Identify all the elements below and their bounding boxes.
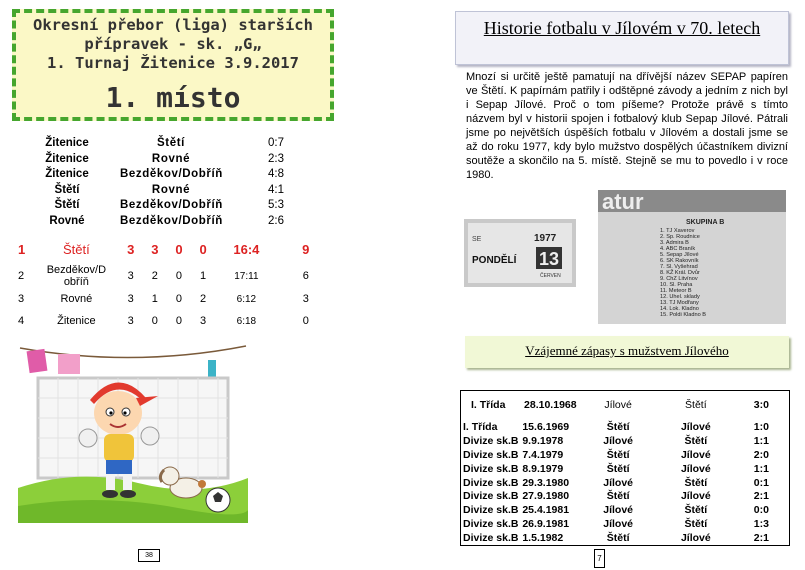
standing-wins: 3 — [151, 241, 159, 257]
standing-wins: 2 — [151, 270, 158, 282]
league-photo-row: 7. Sl. Vyšehrad — [660, 264, 698, 270]
match-away: Bezděkov/Dobříň — [120, 214, 223, 227]
standing-wins: 0 — [151, 315, 158, 327]
league-photo-row: 10. Sl. Praha — [660, 282, 693, 288]
standing-pos: 1 — [18, 241, 26, 257]
h2h-division: I. Třída — [471, 399, 506, 412]
h2h-result: 2:0 — [753, 448, 769, 461]
standing-pos: 3 — [18, 293, 25, 305]
title-line-1: Okresní přebor (liga) starších — [33, 16, 313, 34]
league-photo-row: 1. TJ Xaverov — [660, 228, 695, 234]
h2h-division: Divize sk.B — [463, 504, 519, 517]
standing-score: 17:11 — [234, 270, 259, 282]
league-photo-row: 12. Uhel. sklady — [660, 294, 700, 300]
place-result: 1. místo — [105, 81, 241, 114]
league-photo-row: 6. SK Rakovník — [660, 258, 699, 264]
h2h-home: Štětí — [606, 531, 630, 544]
h2h-result: 1:1 — [753, 462, 769, 475]
standing-pos: 2 — [18, 270, 25, 282]
h2h-division: Divize sk.B — [463, 531, 519, 544]
h2h-home: Štětí — [606, 462, 630, 475]
standing-team: Štětí — [62, 241, 90, 257]
title-line-3: 1. Turnaj Žitenice 3.9.2017 — [47, 54, 299, 72]
h2h-row — [461, 462, 790, 476]
h2h-division: Divize sk.B — [463, 490, 519, 503]
h2h-result: 0:0 — [753, 504, 769, 517]
match-score: 4:1 — [268, 183, 284, 196]
match-away: Bezděkov/Dobříň — [120, 199, 223, 211]
standing-losses: 1 — [200, 270, 207, 282]
h2h-division: Divize sk.B — [463, 434, 519, 447]
league-photo-row: 3. Admira B — [660, 240, 689, 246]
league-photo-row: 13. TJ Modřany — [660, 300, 699, 306]
h2h-home: Štětí — [606, 420, 630, 433]
standing-draws: 0 — [175, 270, 183, 282]
h2h-division: I. Třída — [463, 420, 498, 433]
league-photo-row: 5. Sepap Jílové — [660, 252, 699, 258]
h2h-away: Jílové — [680, 490, 711, 503]
h2h-row — [461, 434, 790, 448]
match-score: 0:7 — [268, 137, 284, 149]
standing-points: 0 — [302, 315, 309, 327]
league-photo-row: 2. Sp. Roudnice — [660, 234, 700, 240]
match-row — [26, 215, 336, 231]
h2h-away: Jílové — [680, 420, 711, 433]
match-score: 4:8 — [268, 168, 284, 180]
page-number: 38 — [138, 549, 160, 562]
match-away: Bezděkov/Dobříň — [120, 168, 223, 180]
league-photo-row: 15. Poldi Kladno B — [660, 312, 707, 318]
standing-losses: 3 — [200, 315, 207, 327]
match-score: 2:6 — [268, 214, 284, 227]
match-home: Rovné — [49, 214, 85, 227]
match-row — [26, 184, 336, 200]
standing-draws: 0 — [175, 315, 183, 327]
league-table-photo — [598, 190, 786, 324]
standing-team: Rovné — [60, 293, 93, 305]
match-home: Žitenice — [45, 137, 89, 149]
match-score: 2:3 — [268, 152, 284, 165]
standing-wins: 1 — [151, 293, 158, 305]
standing-team: Bezděkov/D obříň — [46, 264, 107, 288]
match-home: Štětí — [54, 183, 80, 196]
standings-row — [18, 288, 334, 310]
match-home: Žitenice — [45, 152, 89, 165]
h2h-division: Divize sk.B — [463, 518, 519, 531]
standings-row — [18, 264, 334, 288]
h2h-row — [461, 476, 790, 490]
match-row — [26, 153, 336, 169]
match-away: Rovné — [151, 152, 191, 165]
tournament-title-box — [12, 9, 334, 121]
match-home: Štětí — [54, 199, 80, 211]
standing-played: 3 — [127, 241, 135, 257]
match-results — [26, 137, 336, 230]
standing-points: 6 — [302, 270, 309, 282]
league-photo-header: atur — [602, 190, 644, 214]
h2h-division: Divize sk.B — [463, 476, 519, 489]
h2h-away: Jílové — [680, 448, 711, 461]
history-article-text: Mnozí si určitě ještě pamatují na dřívější název SEPAP papíren ve Štětí. K papírnám patřily i odštěpné závody a jedním z nich byl i Sepap Jílové. Proč o tom píšeme? Protože právě s tímto názvem byl v historii spojen i fotbalový klub Sepap Jílové. Pátrali jsme po největších úspěších fotbalu v Jílovém a dostali jsme se až do roku 1977, kdy bylo mužstvo dospělých účastníkem divizní soutěže a skončilo na 5. místě. Stejně se mu to povedlo i v roce 1980. — [466, 71, 788, 181]
standing-points: 9 — [302, 241, 310, 257]
head-to-head-title: Vzájemné zápasy s mužstvem Jílového — [465, 336, 789, 368]
standing-score: 6:12 — [236, 293, 257, 305]
h2h-home: Jílové — [603, 504, 634, 517]
h2h-date: 9.9.1978 — [522, 434, 564, 447]
league-photo-row: 4. ABC Braník — [660, 246, 696, 252]
h2h-home: Jílové — [603, 476, 634, 489]
standings-row — [18, 234, 334, 264]
h2h-row — [461, 490, 790, 504]
h2h-result: 2:1 — [753, 531, 769, 544]
league-photo-group: SKUPINA B — [686, 219, 725, 226]
h2h-date: 29.3.1980 — [522, 476, 570, 489]
standing-score: 6:18 — [236, 315, 257, 327]
match-away: Štětí — [157, 137, 185, 149]
h2h-date: 8.9.1979 — [522, 462, 564, 475]
league-photo-row: 8. KŽ Král. Dvůr — [660, 270, 700, 276]
standing-losses: 0 — [199, 241, 207, 257]
standing-score: 16:4 — [233, 241, 260, 257]
h2h-date: 25.4.1981 — [522, 504, 570, 517]
match-away: Rovné — [151, 183, 191, 196]
standing-losses: 2 — [200, 293, 207, 305]
h2h-home: Jílové — [604, 399, 632, 412]
h2h-away: Štětí — [684, 504, 708, 517]
standing-played: 3 — [127, 270, 134, 282]
standing-points: 3 — [302, 293, 309, 305]
standings-row — [18, 310, 334, 332]
h2h-date: 7.4.1979 — [522, 448, 564, 461]
head-to-head-table — [460, 390, 790, 546]
standing-played: 3 — [127, 315, 134, 327]
standing-team: Žitenice — [57, 315, 96, 327]
standing-pos: 4 — [18, 315, 25, 327]
standing-draws: 0 — [175, 293, 183, 305]
h2h-row — [461, 518, 790, 532]
h2h-division: Divize sk.B — [463, 462, 519, 475]
history-title: Historie fotbalu v Jílovém v 70. letech — [455, 11, 789, 65]
standing-played: 3 — [127, 293, 134, 305]
h2h-date: 1.5.1982 — [522, 531, 564, 544]
h2h-row — [461, 421, 790, 435]
league-photo-row: 14. Lok. Kladno — [660, 306, 699, 312]
h2h-date: 15.6.1969 — [522, 420, 570, 433]
league-photo-row: 11. Meteor B — [660, 288, 692, 294]
match-score: 5:3 — [268, 199, 284, 211]
h2h-result: 3:0 — [753, 399, 769, 412]
h2h-home: Štětí — [606, 448, 630, 461]
h2h-home: Jílové — [603, 434, 634, 447]
h2h-result: 1:3 — [753, 518, 769, 531]
h2h-home: Jílové — [603, 518, 634, 531]
goalkeeper-cartoon-illustration — [18, 338, 248, 523]
h2h-away: Štětí — [684, 476, 708, 489]
league-photo-row: 9. ChZ Litvínov — [660, 276, 698, 282]
match-home: Žitenice — [45, 168, 89, 180]
h2h-away: Jílové — [680, 462, 711, 475]
h2h-date: 28.10.1968 — [524, 399, 577, 412]
title-line-2: přípravek - sk. „G„ — [84, 35, 262, 53]
h2h-row — [461, 448, 790, 462]
standing-draws: 0 — [175, 241, 183, 257]
standings-table — [18, 234, 334, 332]
match-row — [26, 137, 336, 153]
calendar-month: ČERVEN — [540, 273, 561, 279]
calendar-year: 1977 — [534, 233, 557, 244]
h2h-home: Štětí — [606, 490, 630, 503]
match-row — [26, 168, 336, 184]
h2h-row — [461, 391, 790, 421]
h2h-result: 0:1 — [753, 476, 769, 489]
calendar-day: 13 — [538, 249, 560, 269]
h2h-away: Štětí — [684, 518, 708, 531]
h2h-row — [461, 532, 790, 546]
h2h-away: Štětí — [685, 399, 707, 412]
h2h-away: Štětí — [684, 434, 708, 447]
calendar-photo — [464, 219, 576, 287]
h2h-date: 26.9.1981 — [522, 518, 570, 531]
h2h-result: 2:1 — [753, 490, 769, 503]
h2h-away: Jílové — [680, 531, 711, 544]
h2h-result: 1:1 — [753, 434, 769, 447]
match-row — [26, 199, 336, 215]
h2h-division: Divize sk.B — [463, 448, 519, 461]
page-number: 7 — [594, 549, 605, 568]
h2h-result: 1:0 — [753, 420, 769, 433]
h2h-date: 27.9.1980 — [522, 490, 570, 503]
calendar-corner: SE — [472, 236, 482, 243]
calendar-day-name: PONDĚLÍ — [472, 255, 517, 266]
h2h-row — [461, 504, 790, 518]
